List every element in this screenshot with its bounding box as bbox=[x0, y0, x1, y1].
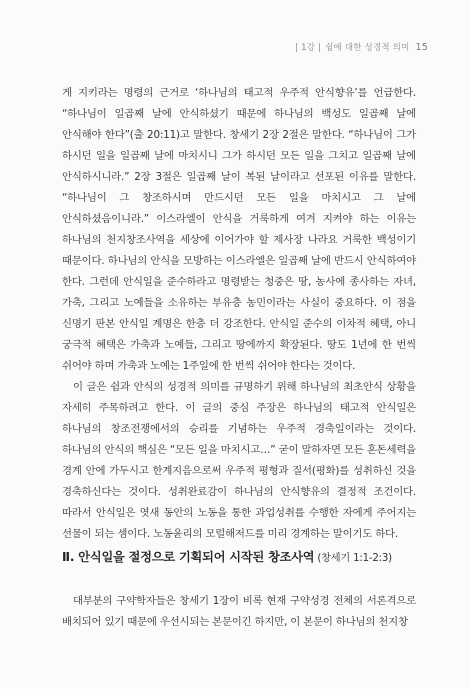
paragraph: 대부분의 구약학자들은 창세기 1장이 비록 현재 구약성경 전체의 서론격으로 배치되어 있기 때문에 우선시되는 본문이긴 하지만, 이 본문이 하나님의 천지창 bbox=[62, 595, 416, 628]
section-body-text bbox=[62, 591, 416, 633]
running-header bbox=[295, 41, 428, 53]
header-chapter: | 1강 | bbox=[295, 43, 322, 53]
header-title: 쉼에 대한 성경적 의미 bbox=[325, 43, 410, 53]
body-text bbox=[62, 83, 416, 545]
paragraph: 이 글은 쉼과 안식의 성경적 의미를 규명하기 위해 하나님의 최초안식 상황을 자세히 주목하려고 한다. 이 글의 중심 주장은 하나님의 태고적 안식일은 하나님의 창조전쟁에서의 승리를 기념하는 우주적 경축일이라는 것이다. 하나님의 안식의 핵심은 “모든 일을 마치시고…” 굳이 말하자면 모든 혼돈세력을 경계 안에 가두시고 한계지음으로써 우주적 평형과 질서(평화)를 성취하신 것을 경축하신다는 것이다. 성취완료감이 하나님의 안식향유의 결정적 조건이다. 따라서 안식일은 엿새 동안의 노동을 통한 과업성취를 수행한 자에게 주어지는 선물이 되는 셈이다. 노동윤리의 모럴해저드를 미리 경계하는 말이기도 하다. bbox=[62, 381, 416, 540]
section-heading-title: Ⅱ. 안식일을 절정으로 기획되어 시작된 창조사역 bbox=[62, 550, 315, 564]
section-heading bbox=[62, 548, 422, 565]
page-number: 15 bbox=[415, 41, 428, 53]
section-heading-reference: (창세기 1:1-2:3) bbox=[317, 553, 392, 564]
paragraph: 게 지키라는 명령의 근거로 ‘하나님의 태고적 우주적 안식향유’를 언급한다. “하나님이 일곱째 날에 안식하셨기 때문에 하나님의 백성도 일곱째 날에 안식해야 한다”(출 20:11)고 말한다. 창세기 2장 2절은 말한다. “하나님이 그가 하시던 일을 일곱째 날에 마치시니 그가 하시던 모든 일을 그치고 일곱째 날에 안식하시니라.” 2장 3절은 일곱째 날이 복된 날이라고 선포된 이유를 말한다. “하나님이 그 창조하시며 만드시던 모든 일을 마치시고 그 날에 안식하셨음이니라.” 이스라엘이 안식을 거룩하게 여겨 지켜야 하는 이유는 하나님의 천지창조사역을 세상에 이어가야 할 제사장 나라요 거룩한 백성이기 때문이다. 하나님의 안식을 모방하는 이스라엘은 일곱째 날에 반드시 안식하여야 한다. 그런데 안식일을 준수하라고 명령받는 청중은 땅, 농사에 종사하는 자녀, 가축, 그리고 노예들을 소유하는 부유층 농민이라는 사실이 중요하다. 이 점을 신명기 판본 안식일 계명은 한층 더 강조한다. 안식일 준수의 이차적 혜택, 아니 궁극적 혜택은 가축과 노예들, 그리고 땅에까지 확장된다. 땅도 1년에 한 번씩 쉬어야 하며 가축과 노예는 1주일에 한 번씩 쉬어야 한다는 것이다. bbox=[62, 87, 416, 372]
